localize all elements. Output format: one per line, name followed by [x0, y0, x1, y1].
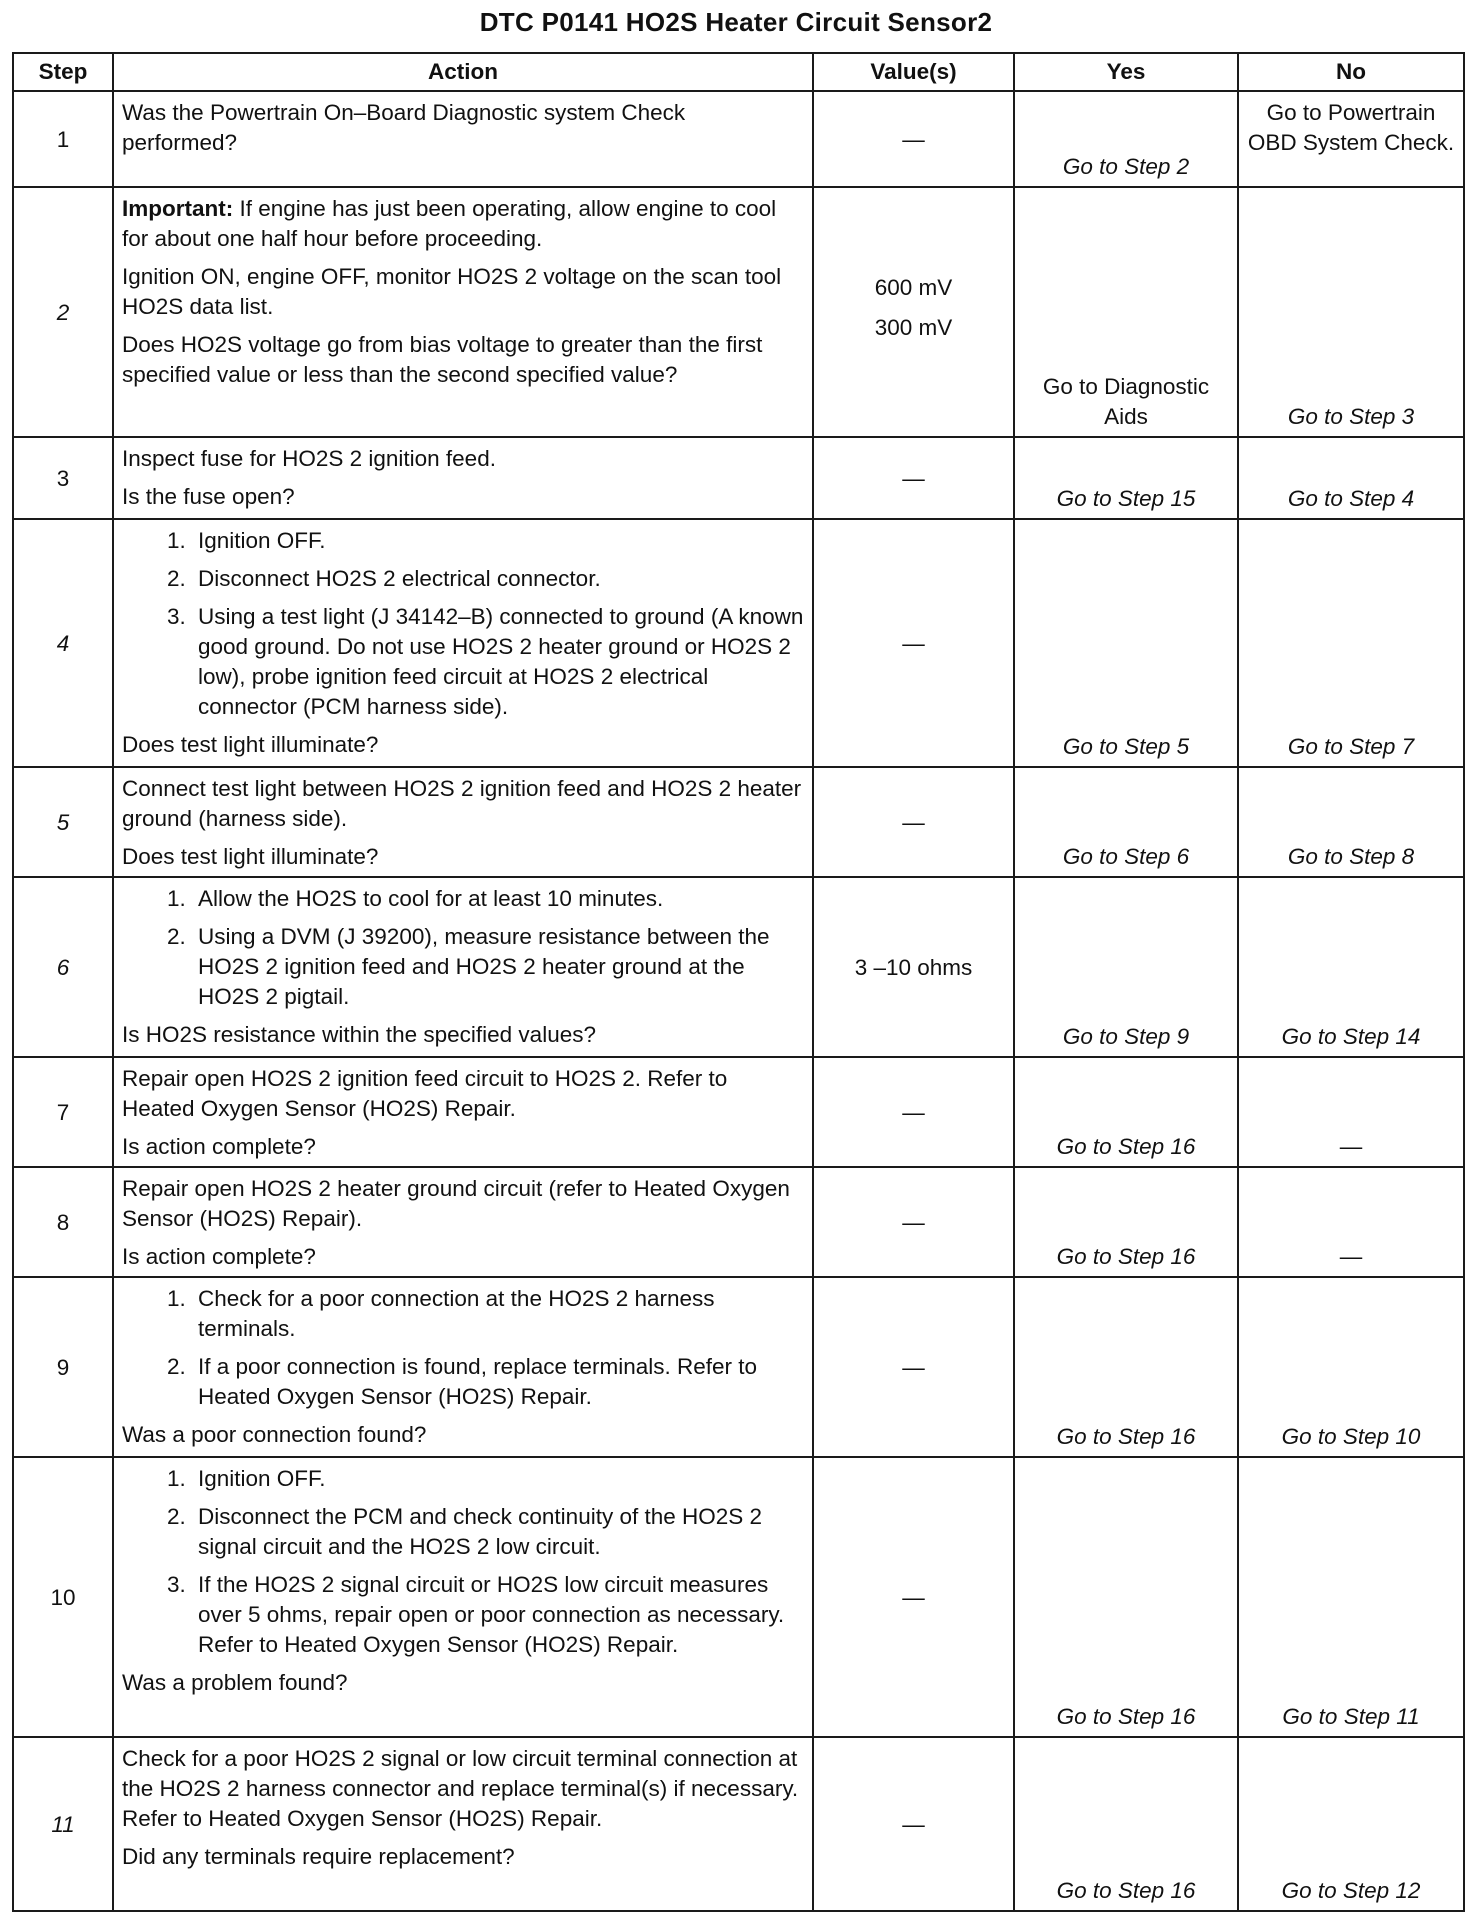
table-row [13, 1737, 1464, 1911]
table-row [13, 91, 1464, 187]
step-number: 8 [13, 1167, 113, 1277]
no-cell: Go to Step 10 [1238, 1277, 1464, 1457]
table-row [13, 877, 1464, 1057]
header-step: Step [13, 53, 113, 91]
value-cell: — [813, 437, 1014, 519]
action-question: Does HO2S voltage go from bias voltage to greater than the first specified value or less than the second specified value? [122, 332, 763, 387]
step-number: 10 [13, 1457, 113, 1737]
yes-cell: Go to Step 16 [1014, 1277, 1238, 1457]
action-paragraph: Repair open HO2S 2 heater ground circuit (refer to Heated Oxygen Sensor (HO2S) Repair). [122, 1176, 790, 1231]
yes-cell: Go to Step 6 [1014, 767, 1238, 877]
action-paragraph: Repair open HO2S 2 ignition feed circuit to HO2S 2. Refer to Heated Oxygen Sensor (HO2S) Repair. [122, 1066, 728, 1121]
action-cell [113, 1057, 813, 1167]
action-paragraph: Check for a poor HO2S 2 signal or low circuit terminal connection at the HO2S 2 harness connector and replace terminal(s) if necessary. Refer to Heated Oxygen Sensor (HO2S) Repair. [122, 1746, 799, 1831]
list-item: 2. If a poor connection is found, replace terminals. Refer to Heated Oxygen Sensor (HO2S) Repair. [192, 1352, 804, 1412]
list-item: 3. If the HO2S 2 signal circuit or HO2S low circuit measures over 5 ohms, repair open or poor connection as necessary. Refer to Heated Oxygen Sensor (HO2S) Repair. [192, 1570, 804, 1660]
value-first: 600 mV [874, 275, 953, 300]
list-item: 1. Ignition OFF. [192, 526, 804, 556]
action-question: Was the Powertrain On–Board Diagnostic system Check performed? [122, 100, 686, 155]
value-cell: — [813, 91, 1014, 187]
list-item: 1. Check for a poor connection at the HO2S 2 harness terminals. [192, 1284, 804, 1344]
page-title: DTC P0141 HO2S Heater Circuit Sensor2 [479, 7, 993, 37]
action-cell [113, 1167, 813, 1277]
header-action: Action [113, 53, 813, 91]
step-number: 9 [13, 1277, 113, 1457]
action-cell [113, 877, 813, 1057]
action-steps [122, 1464, 804, 1660]
yes-cell: Go to Step 16 [1014, 1457, 1238, 1737]
table-row [13, 437, 1464, 519]
action-cell [113, 767, 813, 877]
important-label: Important: [122, 196, 234, 221]
action-steps [122, 884, 804, 1012]
action-cell [113, 187, 813, 437]
no-cell: — [1238, 1167, 1464, 1277]
value-cell: — [813, 1167, 1014, 1277]
action-question: Is the fuse open? [122, 484, 295, 509]
step-number: 2 [13, 187, 113, 437]
table-row [13, 1277, 1464, 1457]
action-question: Is action complete? [122, 1134, 316, 1159]
table-row [13, 1167, 1464, 1277]
table-row [13, 767, 1464, 877]
list-item: 1. Allow the HO2S to cool for at least 10 minutes. [192, 884, 804, 914]
value-cell: — [813, 1737, 1014, 1911]
action-question: Does test light illuminate? [122, 732, 379, 757]
action-steps [122, 526, 804, 722]
table-row [13, 1457, 1464, 1737]
yes-cell: Go to Step 9 [1014, 877, 1238, 1057]
no-cell: Go to Step 7 [1238, 519, 1464, 767]
table-row [13, 1057, 1464, 1167]
action-question: Was a problem found? [122, 1670, 348, 1695]
diagnostic-table [12, 52, 1465, 1912]
value-cell: — [813, 519, 1014, 767]
no-cell: Go to Step 4 [1238, 437, 1464, 519]
yes-cell: Go to Step 16 [1014, 1167, 1238, 1277]
value-cell: 3 –10 ohms [813, 877, 1014, 1057]
action-paragraph: Inspect fuse for HO2S 2 ignition feed. [122, 446, 496, 471]
no-cell: Go to Step 3 [1238, 187, 1464, 437]
header-yes: Yes [1014, 53, 1238, 91]
header-values: Value(s) [813, 53, 1014, 91]
action-question: Is HO2S resistance within the specified values? [122, 1022, 596, 1047]
action-cell [113, 1737, 813, 1911]
value-cell [813, 187, 1014, 437]
value-cell: — [813, 1277, 1014, 1457]
step-number: 4 [13, 519, 113, 767]
list-item: 2. Using a DVM (J 39200), measure resistance between the HO2S 2 ignition feed and HO2S 2 heater ground at the HO2S 2 pigtail. [192, 922, 804, 1012]
step-number: 5 [13, 767, 113, 877]
list-item: 2. Disconnect the PCM and check continuity of the HO2S 2 signal circuit and the HO2S 2 low circuit. [192, 1502, 804, 1562]
no-cell: Go to Step 12 [1238, 1737, 1464, 1911]
action-cell [113, 437, 813, 519]
important-text: If engine has just been operating, allow engine to cool for about one half hour before proceeding. [122, 196, 777, 251]
step-number: 7 [13, 1057, 113, 1167]
action-paragraph: Connect test light between HO2S 2 ignition feed and HO2S 2 heater ground (harness side). [122, 776, 802, 831]
value-cell: — [813, 1057, 1014, 1167]
step-number: 1 [13, 91, 113, 187]
value-second: 300 mV [874, 315, 953, 340]
list-item: 2. Disconnect HO2S 2 electrical connector. [192, 564, 804, 594]
action-question: Was a poor connection found? [122, 1422, 427, 1447]
action-cell [113, 1457, 813, 1737]
important-note [122, 194, 804, 254]
list-item: 1. Ignition OFF. [192, 1464, 804, 1494]
step-number: 11 [13, 1737, 113, 1911]
table-row [13, 187, 1464, 437]
list-item: 3. Using a test light (J 34142–B) connected to ground (A known good ground. Do not use HO2S 2 heater ground or HO2S 2 low), probe ignition feed circuit at HO2S 2 electrical connector (PCM harness side). [192, 602, 804, 722]
no-cell: Go to Step 8 [1238, 767, 1464, 877]
value-cell: — [813, 767, 1014, 877]
value-cell: — [813, 1457, 1014, 1737]
header-no: No [1238, 53, 1464, 91]
action-question: Does test light illuminate? [122, 844, 379, 869]
yes-cell: Go to Step 5 [1014, 519, 1238, 767]
action-cell [113, 519, 813, 767]
no-cell: Go to Step 11 [1238, 1457, 1464, 1737]
action-steps [122, 1284, 804, 1412]
table-header-row [13, 53, 1464, 91]
no-cell: — [1238, 1057, 1464, 1167]
yes-cell: Go to Step 16 [1014, 1057, 1238, 1167]
step-number: 3 [13, 437, 113, 519]
no-cell: Go to Powertrain OBD System Check. [1238, 91, 1464, 187]
action-cell [113, 91, 813, 187]
action-question: Is action complete? [122, 1244, 316, 1269]
action-question: Did any terminals require replacement? [122, 1844, 515, 1869]
yes-cell: Go to Step 2 [1014, 91, 1238, 187]
yes-cell: Go to Step 15 [1014, 437, 1238, 519]
action-paragraph: Ignition ON, engine OFF, monitor HO2S 2 voltage on the scan tool HO2S data list. [122, 264, 782, 319]
yes-cell: Go to Step 16 [1014, 1737, 1238, 1911]
action-cell [113, 1277, 813, 1457]
no-cell: Go to Step 14 [1238, 877, 1464, 1057]
yes-cell: Go to Diagnostic Aids [1014, 187, 1238, 437]
step-number: 6 [13, 877, 113, 1057]
table-row [13, 519, 1464, 767]
